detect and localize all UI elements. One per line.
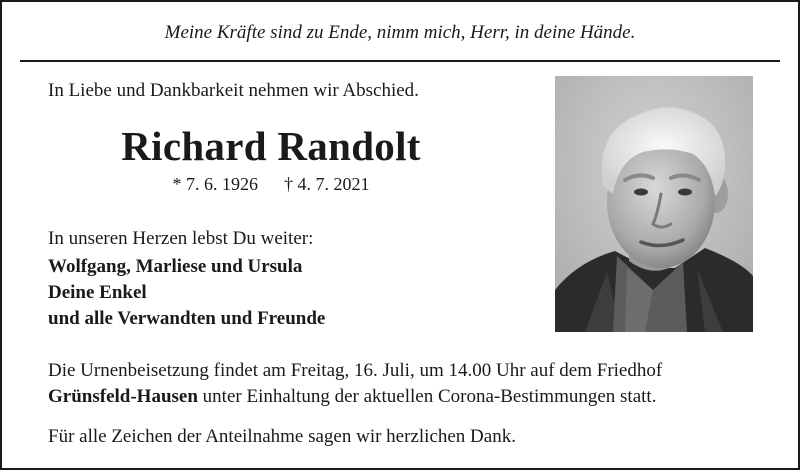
portrait-photo — [555, 76, 753, 332]
service-line-1: Die Urnenbeisetzung findet am Freitag, 16. Juli, um 14.00 Uhr auf dem Friedhof — [48, 360, 663, 381]
thanks-line: Für alle Zeichen der Anteilnahme sagen wir herzlichen Dank. — [48, 426, 516, 447]
portrait-illustration — [555, 76, 753, 332]
mourner-line: und alle Verwandten und Freunde — [48, 308, 326, 329]
mourners-list — [48, 254, 325, 332]
birth-date: * 7. 6. 1926 — [172, 174, 258, 194]
life-dates — [48, 174, 494, 195]
service-announcement — [48, 358, 662, 410]
cemetery-name: Grünsfeld-Hausen — [48, 386, 198, 407]
service-line-2-rest: unter Einhaltung der aktuellen Corona-Bestimmungen statt. — [197, 386, 657, 407]
remembrance-line: In unseren Herzen lebst Du weiter: — [48, 228, 314, 249]
intro-line: In Liebe und Dankbarkeit nehmen wir Abschied. — [48, 80, 419, 101]
deceased-name: Richard Randolt — [121, 123, 421, 169]
death-date: † 4. 7. 2021 — [284, 174, 370, 194]
divider — [20, 60, 780, 62]
motto-verse: Meine Kräfte sind zu Ende, nimm mich, Herr, in deine Hände. — [164, 22, 636, 43]
mourner-line: Wolfgang, Marliese und Ursula — [48, 256, 303, 277]
service-line-2 — [48, 384, 662, 410]
mourner-line: Deine Enkel — [48, 282, 147, 303]
